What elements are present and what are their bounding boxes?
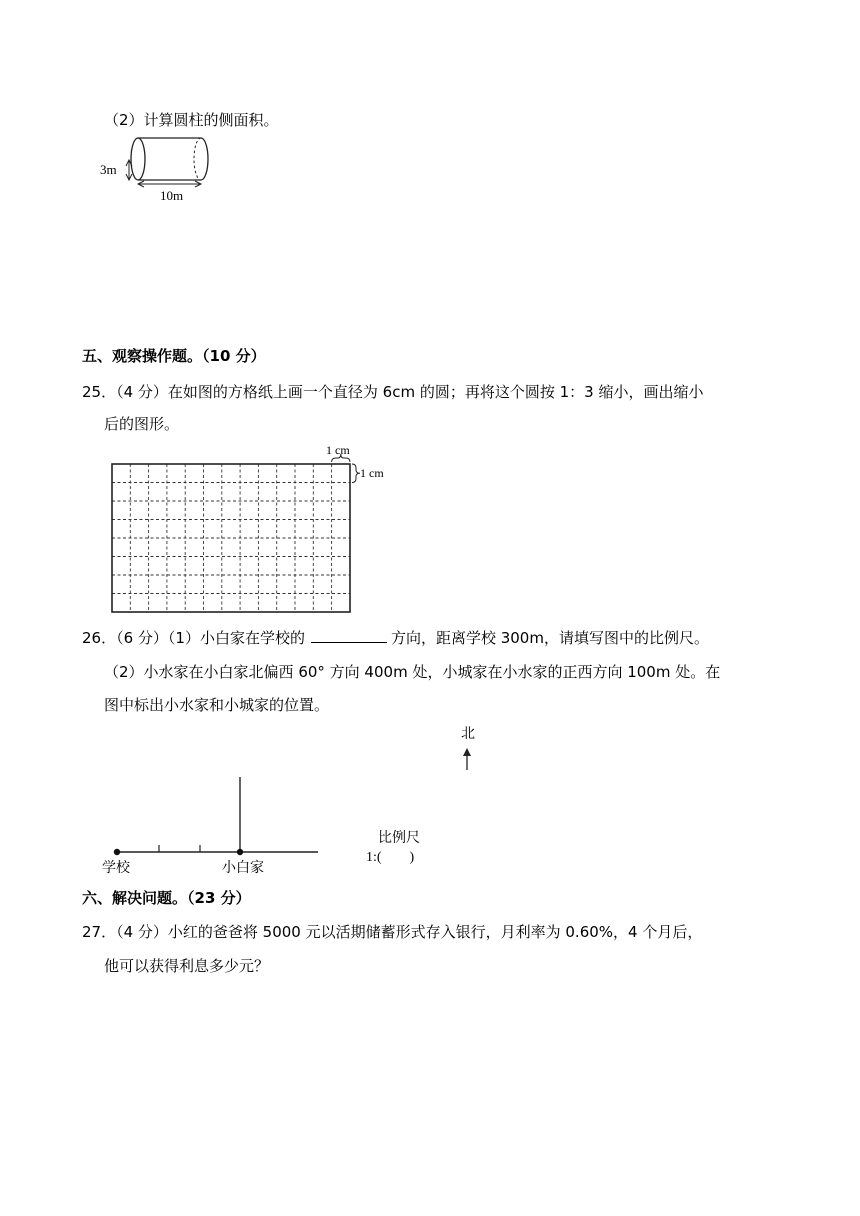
q26-line3: 图中标出小水家和小城家的位置。 (104, 696, 330, 714)
grid-label-right: 1 cm (360, 466, 384, 480)
q27-line1: 27．（4 分）小红的爸爸将 5000 元以活期储蓄形式存入银行，月利率为 0.60%，4 个月后， (82, 923, 703, 941)
section5-title: 五、观察操作题。（10 分） (82, 347, 266, 365)
q25-line1: 25．（4 分）在如图的方格纸上画一个直径为 6cm 的圆；再将这个圆按 1：3 缩小，画出缩小 (82, 383, 704, 401)
q26-line2: （2）小水家在小白家北偏西 60° 方向 400m 处，小城家在小水家的正西方向 100m 处。在 (104, 663, 721, 681)
grid-label-top: 1 cm (326, 443, 350, 457)
scale-value[interactable]: 1:( ) (366, 850, 415, 865)
north-label: 北 (461, 726, 475, 742)
grid-paper (100, 440, 400, 620)
cylinder-height-label: 3m (100, 162, 117, 177)
q26-line1-end: 方向，距离学校 300m，请填写图中的比例尺。 (390, 629, 709, 647)
q27-line2: 他可以获得利息多少元？ (104, 957, 270, 975)
q26-line1-start: 26．（6 分）（1）小白家在学校的 (82, 629, 305, 647)
q26-line1 (82, 628, 709, 648)
school-label: 学校 (102, 860, 130, 876)
map-figure (100, 722, 500, 882)
answer-blank[interactable] (311, 628, 387, 643)
section6-title: 六、解决问题。（23 分） (82, 889, 251, 907)
q24-part2-text: （2）计算圆柱的侧面积。 (104, 111, 279, 129)
scale-title: 比例尺 (378, 830, 420, 846)
xiaobai-home-label: 小白家 (222, 860, 264, 876)
q25-line2: 后的图形。 (104, 415, 180, 433)
cylinder-length-label: 10m (160, 188, 184, 203)
